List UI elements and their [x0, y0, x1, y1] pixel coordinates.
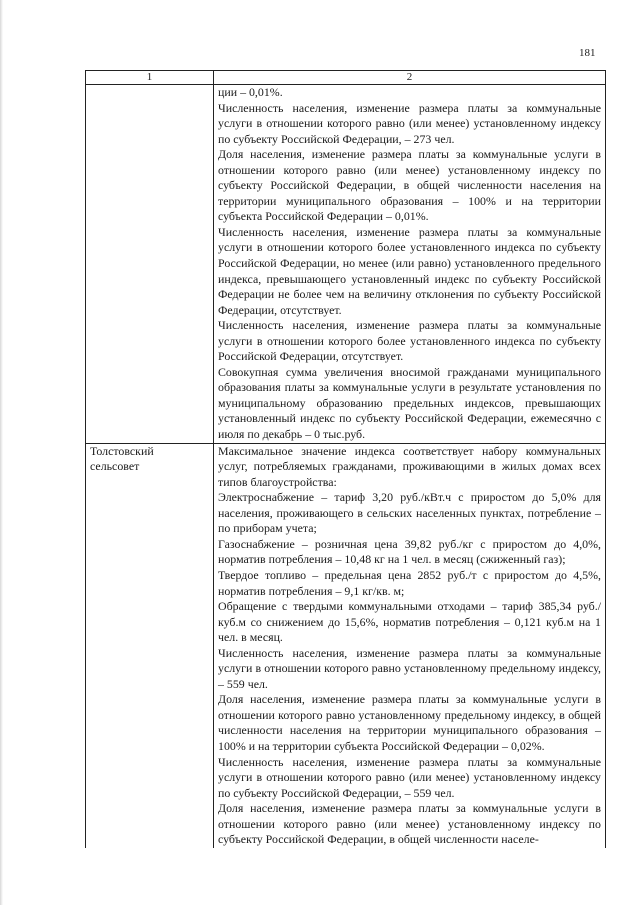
municipality-cell [86, 85, 214, 444]
table-row [86, 443, 606, 848]
paragraph: Доля населения, изменение размера платы за коммунальные услуги в отношении которого равно установленному предельному индексу, в общей численности населения на территории муниципального образования – 100% и на территории субъекта Российской Федерации – 0,02%. [218, 692, 601, 753]
paragraph: Доля населения, изменение размера платы за коммунальные услуги в отношении которого равно (или менее) установленному индексу по субъекту Российской Федерации, в общей численности населе- [218, 801, 601, 847]
paragraph: ции – 0,01%. [218, 85, 283, 99]
table-row [86, 85, 606, 444]
paragraph: Численность населения, изменение размера платы за коммунальные услуги в отношении которого равно (или менее) установленному индексу по субъекту Российской Федерации, – 273 чел. [218, 100, 601, 146]
paragraph: Твердое топливо – предельная цена 2852 руб./т с приростом до 4,5%, норматив потребления – 9,1 кг/кв. м; [218, 567, 601, 598]
paragraph: Численность населения, изменение размера платы за коммунальные услуги в отношении которого равно (или менее) установленному индексу по субъекту Российской Федерации, – 559 чел. [218, 754, 601, 800]
header-col-2: 2 [214, 71, 606, 85]
scan-edge [0, 0, 3, 905]
description-cell [214, 443, 606, 848]
paragraph: Доля населения, изменение размера платы за коммунальные услуги в отношении которого равно (или менее) установленному индексу по субъекту Российской Федерации, в общей численности населения на территории муниципального образования – 100% и на территории субъекта Российской Федерации – 0,01%. [218, 147, 601, 224]
paragraph: Обращение с твердыми коммунальными отходами – тариф 385,34 руб./куб.м со снижением до 15,6%, норматив потребления – 0,121 куб.м на 1 чел. в месяц. [218, 599, 601, 645]
description-cell [214, 85, 606, 444]
document-table [85, 70, 606, 848]
paragraph: Газоснабжение – розничная цена 39,82 руб./кг с приростом до 4,0%, норматив потребления – 10,48 кг на 1 чел. в месяц (сжиженный газ); [218, 536, 601, 567]
page-number: 181 [579, 47, 596, 59]
paragraph: Численность населения, изменение размера платы за коммунальные услуги в отношении которого более установленного индекса по субъекту Российской Федерации, но менее (или равно) установленного предельного индекса, превышающего установленный индекс по субъекту Российской Федерации не более чем на величину отклонения по субъекту Российской Федерации, отсутствует. [218, 224, 601, 317]
municipality-name-line: Толстовский [90, 443, 154, 458]
paragraph: Максимальное значение индекса соответствует набору коммунальных услуг, потребляемых гражданами, проживающими в жилых домах всех типов благоустройства: [218, 443, 601, 489]
paragraph: Численность населения, изменение размера платы за коммунальные услуги в отношении которого более установленного индекса по субъекту Российской Федерации, отсутствует. [218, 318, 601, 364]
paragraph: Совокупная сумма увеличения вносимой гражданами муниципального образования платы за коммунальные услуги в результате установления по муниципальному образованию предельных индексов, превышающих установленный индекс по субъекту Российской Федерации, ежемесячно с июля по декабрь – 0 тыс.руб. [218, 364, 601, 442]
municipality-cell [86, 443, 214, 848]
paragraph: Электроснабжение – тариф 3,20 руб./кВт.ч с приростом до 5,0% для населения, проживающего в сельских населенных пунктах, потребление – по приборам учета; [218, 490, 601, 536]
municipality-name-line: сельсовет [90, 459, 140, 474]
paragraph: Численность населения, изменение размера платы за коммунальные услуги в отношении которого равно установленному предельному индексу, – 559 чел. [218, 645, 601, 691]
header-col-1: 1 [86, 71, 214, 85]
table-header-row [86, 71, 606, 85]
